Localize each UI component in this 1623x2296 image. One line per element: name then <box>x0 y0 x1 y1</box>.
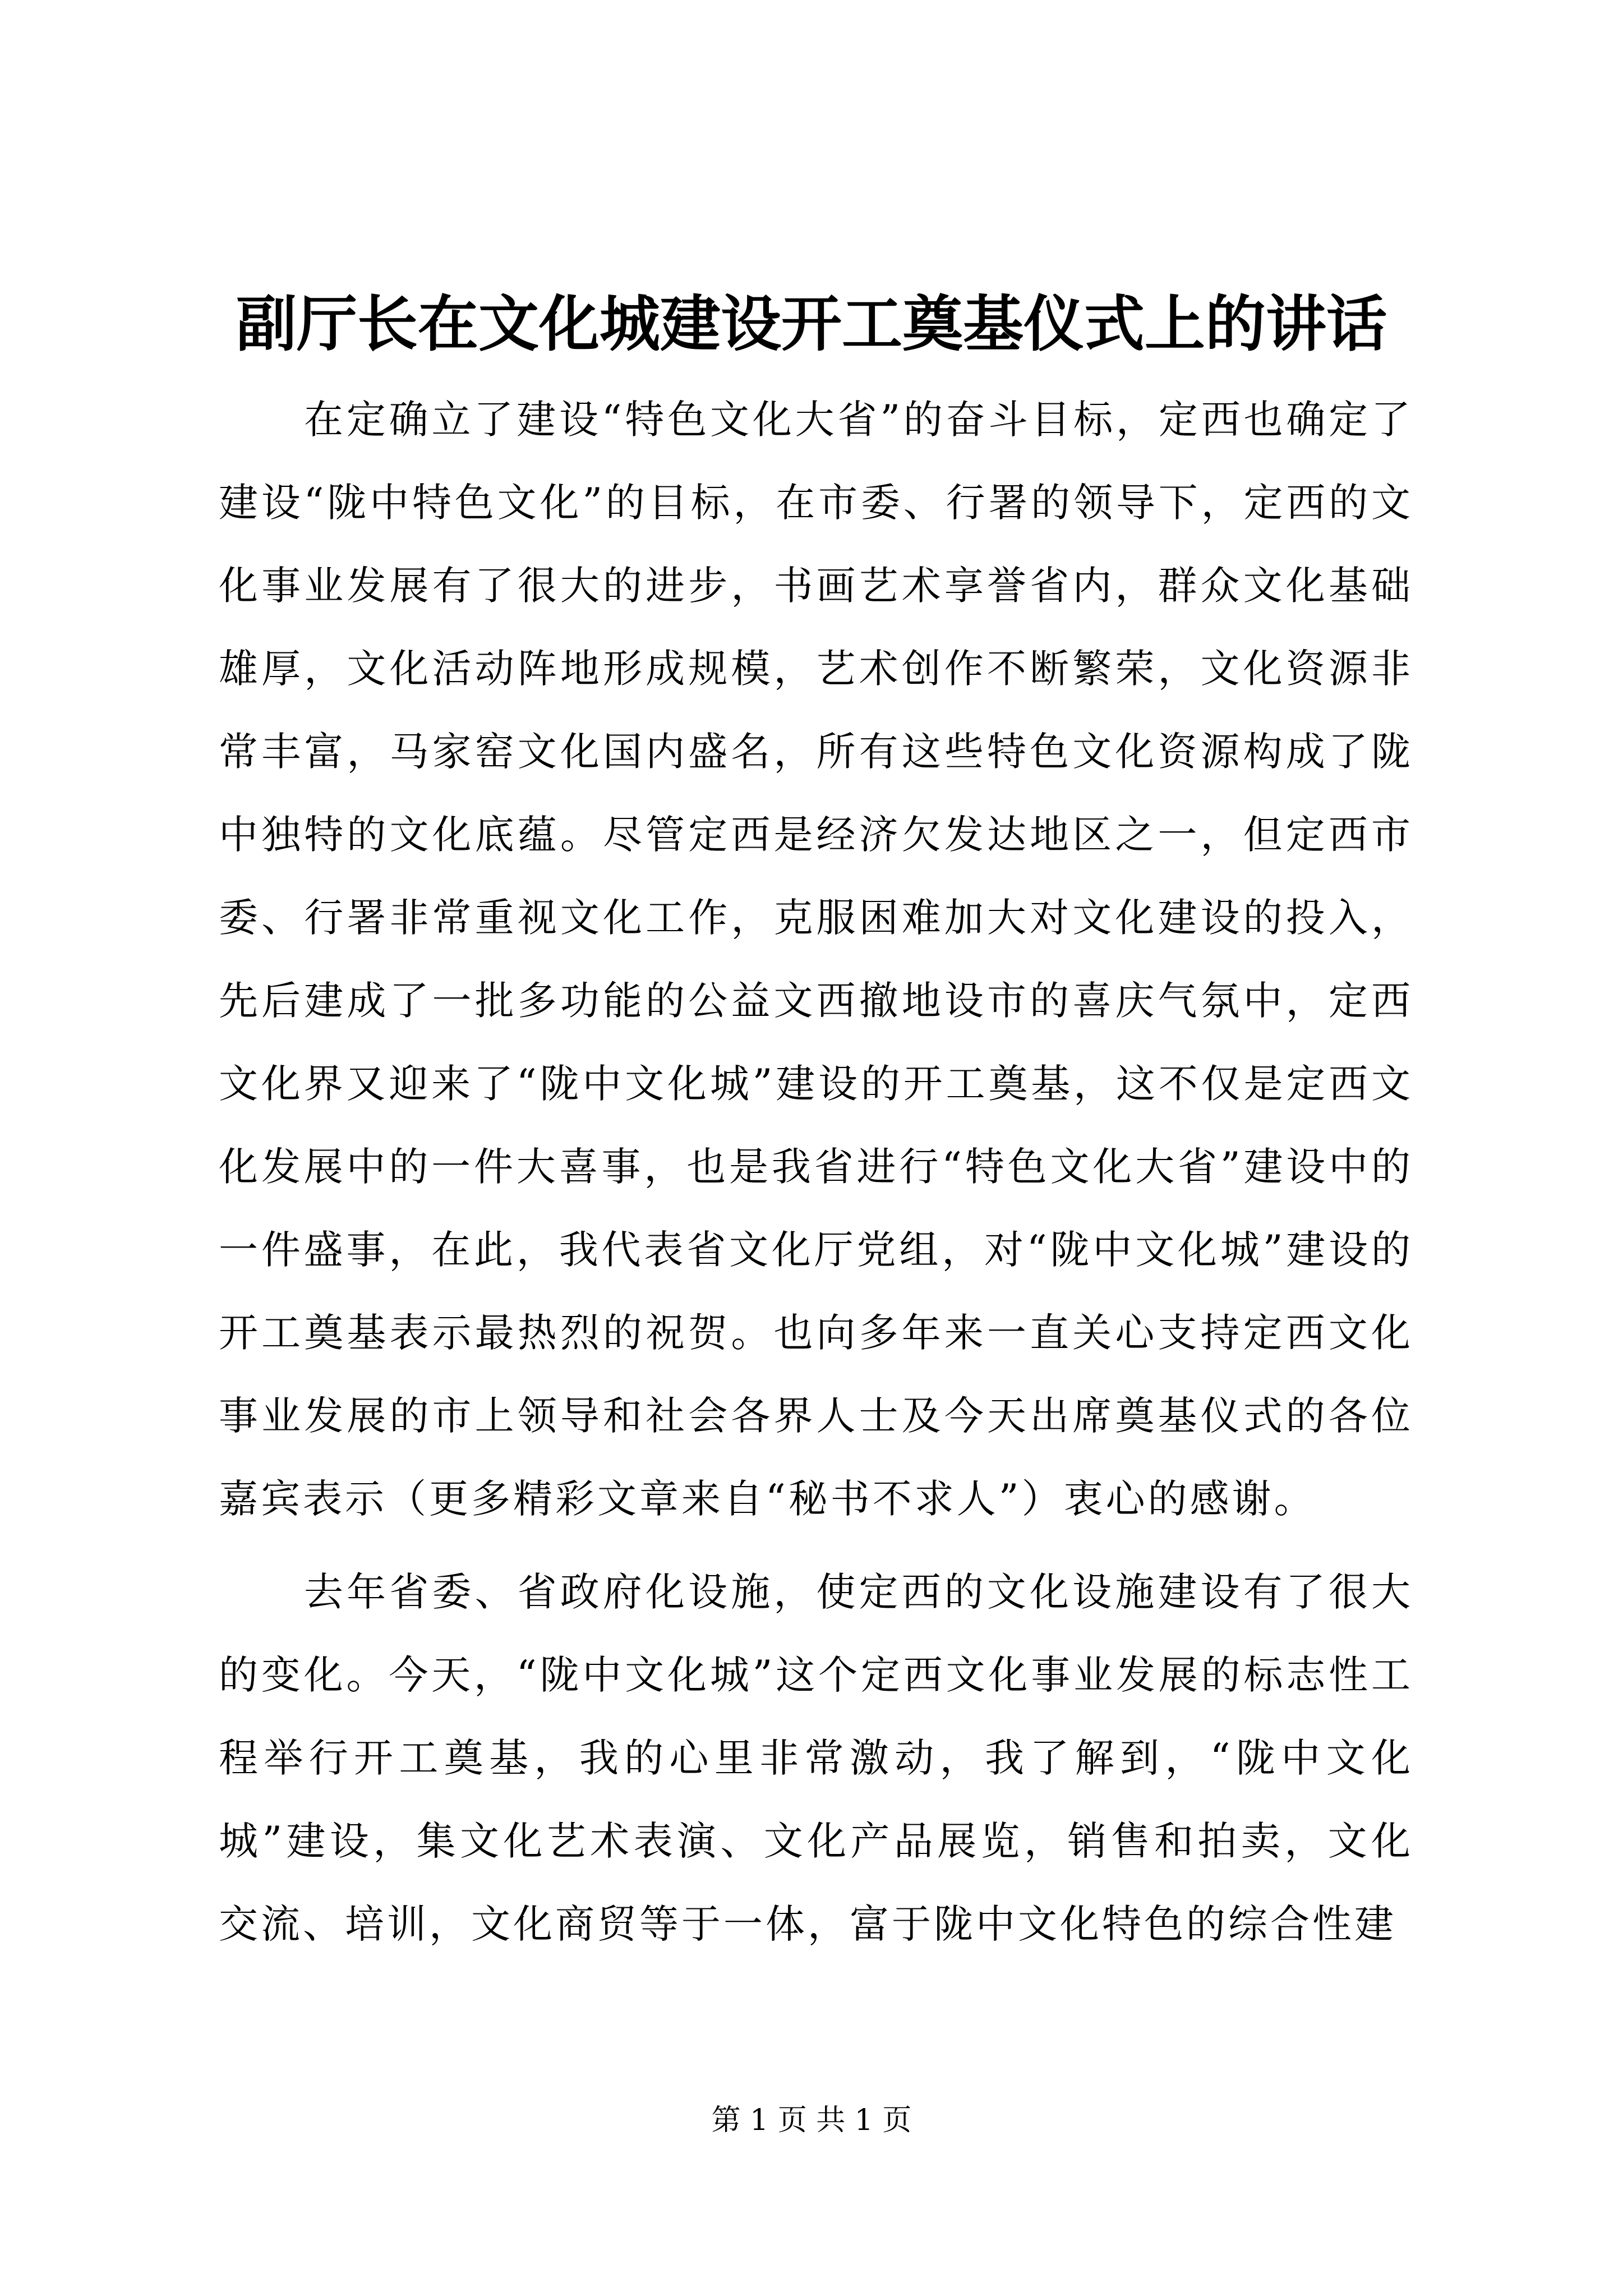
paragraph-1: 在定确立了建设“特色文化大省”的奋斗目标，定西也确定了建设“陇中特色文化”的目标，在市委、行署的领导下，定西的文化事业发展有了很大的进步，书画艺术享誉省内，群众文化基础雄厚，文化活动阵地形成规模，艺术创作不断繁荣，文化资源非常丰富，马家窑文化国内盛名，所有这些特色文化资源构成了陇中独特的文化底蕴。尽管定西是经济欠发达地区之一，但定西市委、行署非常重视文化工作，克服困难加大对文化建设的投入，先后建成了一批多功能的公益文西撤地设市的喜庆气氛中，定西文化界又迎来了“陇中文化城”建设的开工奠基，这不仅是定西文化发展中的一件大喜事，也是我省进行“特色文化大省”建设中的一件盛事，在此，我代表省文化厅党组，对“陇中文化城”建设的开工奠基表示最热烈的祝贺。也向多年来一直关心支持定西文化事业发展的市上领导和社会各界人士及今天出席奠基仪式的各位嘉宾表示（更多精彩文章来自“秘书不求人”）衷心的感谢。 <box>219 397 1413 1522</box>
document-body <box>219 378 1413 1966</box>
document-title: 副厅长在文化城建设开工奠基仪式上的讲话 <box>236 289 1387 360</box>
paragraph-2: 去年省委、省政府化设施，使定西的文化设施建设有了很大的变化。今天，“陇中文化城”这个定西文化事业发展的标志性工程举行开工奠基，我的心里非常激动，我了解到，“陇中文化城”建设，集文化艺术表演、文化产品展览，销售和拍卖，文化交流、培训，文化商贸等于一体，富于陇中文化特色的综合性建 <box>219 1569 1413 1947</box>
page-number-footer: 第 1 页 共 1 页 <box>711 2104 912 2137</box>
